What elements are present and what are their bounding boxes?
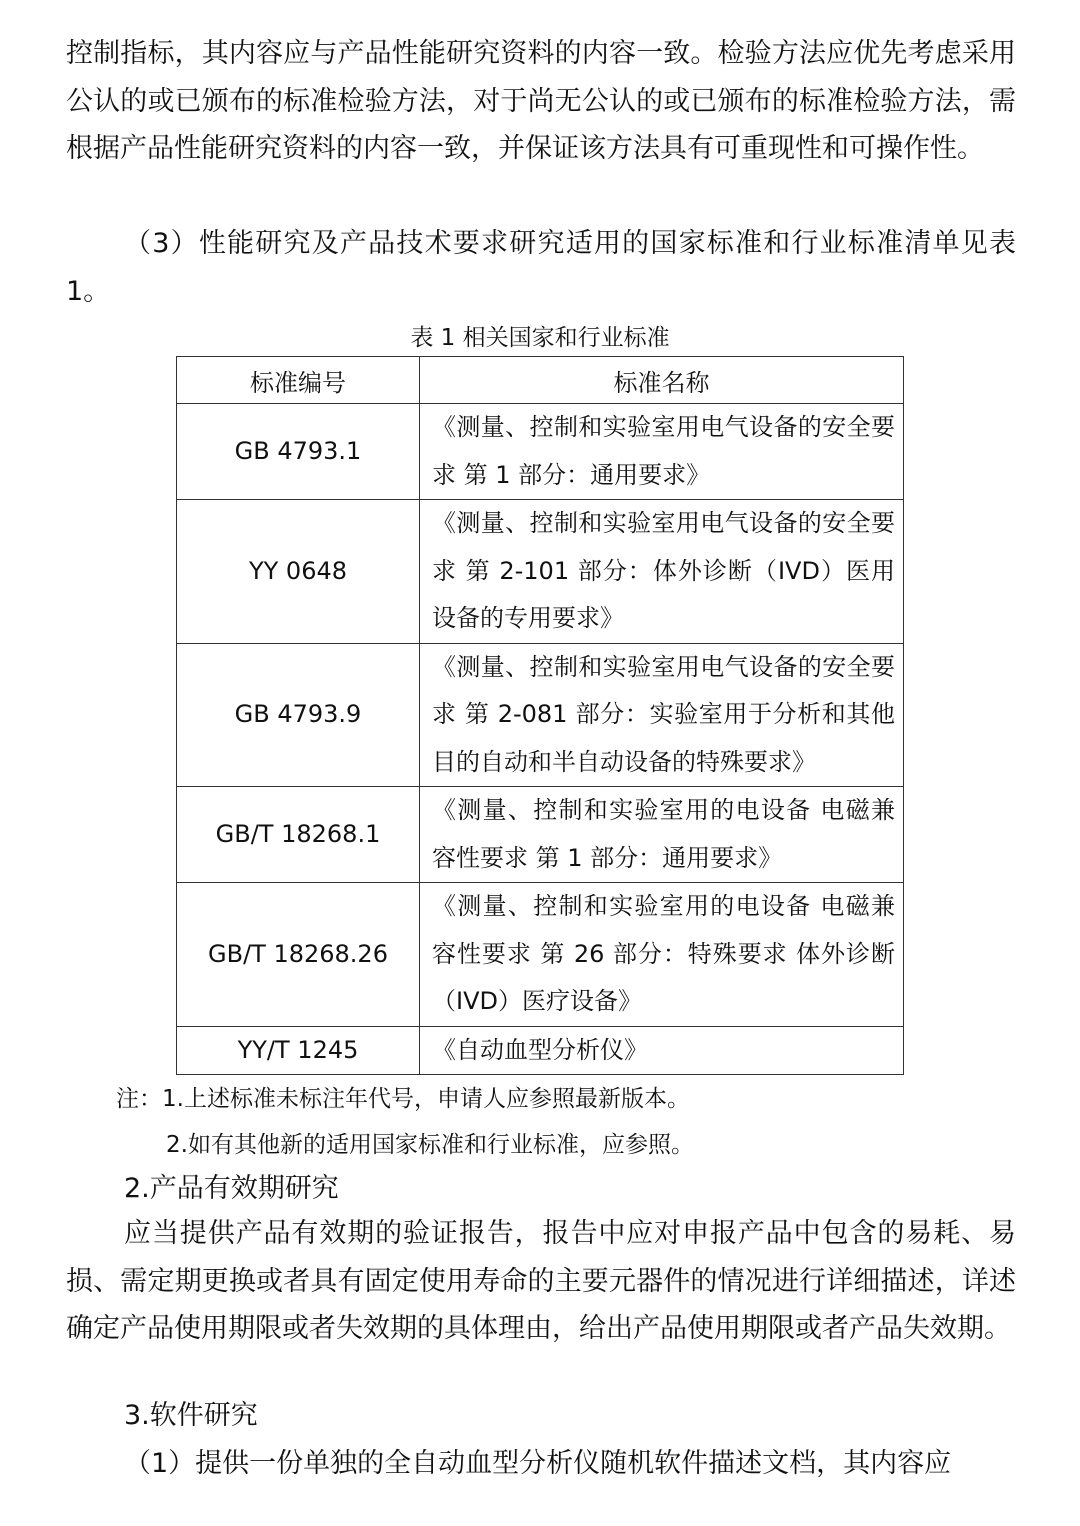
table-note-1: 注：1.上述标准未标注年代号，申请人应参照最新版本。 (116, 1086, 690, 1112)
standard-title: 《测量、控制和实验室用的电设备 电磁兼容性要求 第 1 部分：通用要求》 (420, 787, 904, 883)
table-row (177, 500, 904, 644)
table-row (177, 404, 904, 500)
standard-code: GB 4793.9 (177, 643, 420, 787)
table-header-row (177, 357, 904, 404)
standard-code: GB/T 18268.26 (177, 883, 420, 1027)
section-heading-software: 3.软件研究 (124, 1400, 258, 1431)
header-standard-name: 标准名称 (420, 357, 904, 404)
table-row (177, 643, 904, 787)
table-row (177, 883, 904, 1027)
table-row (177, 787, 904, 883)
paragraph-validity: 应当提供产品有效期的验证报告，报告中应对申报产品中包含的易耗、易损、需定期更换或者具有固定使用寿命的主要元器件的情况进行详细描述，详述确定产品使用期限或者失效期的具体理由，给出产品使用期限或者产品失效期。 (66, 1218, 1016, 1344)
standard-code: GB 4793.1 (177, 404, 420, 500)
paragraph-software: （1）提供一份单独的全自动血型分析仪随机软件描述文档，其内容应 (124, 1448, 952, 1479)
section-heading-validity: 2.产品有效期研究 (124, 1173, 339, 1204)
standard-code: YY 0648 (177, 500, 420, 644)
standards-table (176, 356, 904, 1075)
standard-title: 《测量、控制和实验室用电气设备的安全要求 第 1 部分：通用要求》 (420, 404, 904, 500)
table-row (177, 1026, 904, 1075)
header-standard-number: 标准编号 (177, 357, 420, 404)
standard-title: 《自动血型分析仪》 (420, 1026, 904, 1075)
standard-title: 《测量、控制和实验室用电气设备的安全要求 第 2-101 部分：体外诊断（IVD）医用设备的专用要求》 (420, 500, 904, 644)
table-note-2: 2.如有其他新的适用国家标准和行业标准，应参照。 (166, 1132, 694, 1158)
standard-title: 《测量、控制和实验室用的电设备 电磁兼容性要求 第 26 部分：特殊要求 体外诊断（IVD）医疗设备》 (420, 883, 904, 1027)
paragraph-standards-intro: （3）性能研究及产品技术要求研究适用的国家标准和行业标准清单见表1。 (66, 228, 1016, 307)
paragraph-inspection-method: 控制指标，其内容应与产品性能研究资料的内容一致。检验方法应优先考虑采用公认的或已颁布的标准检验方法，对于尚无公认的或已颁布的标准检验方法，需根据产品性能研究资料的内容一致，并保证该方法具有可重现性和可操作性。 (66, 38, 1016, 164)
standard-title: 《测量、控制和实验室用电气设备的安全要求 第 2-081 部分：实验室用于分析和其他目的自动和半自动设备的特殊要求》 (420, 643, 904, 787)
standard-code: GB/T 18268.1 (177, 787, 420, 883)
table-caption: 表 1 相关国家和行业标准 (410, 325, 670, 351)
standard-code: YY/T 1245 (177, 1026, 420, 1075)
